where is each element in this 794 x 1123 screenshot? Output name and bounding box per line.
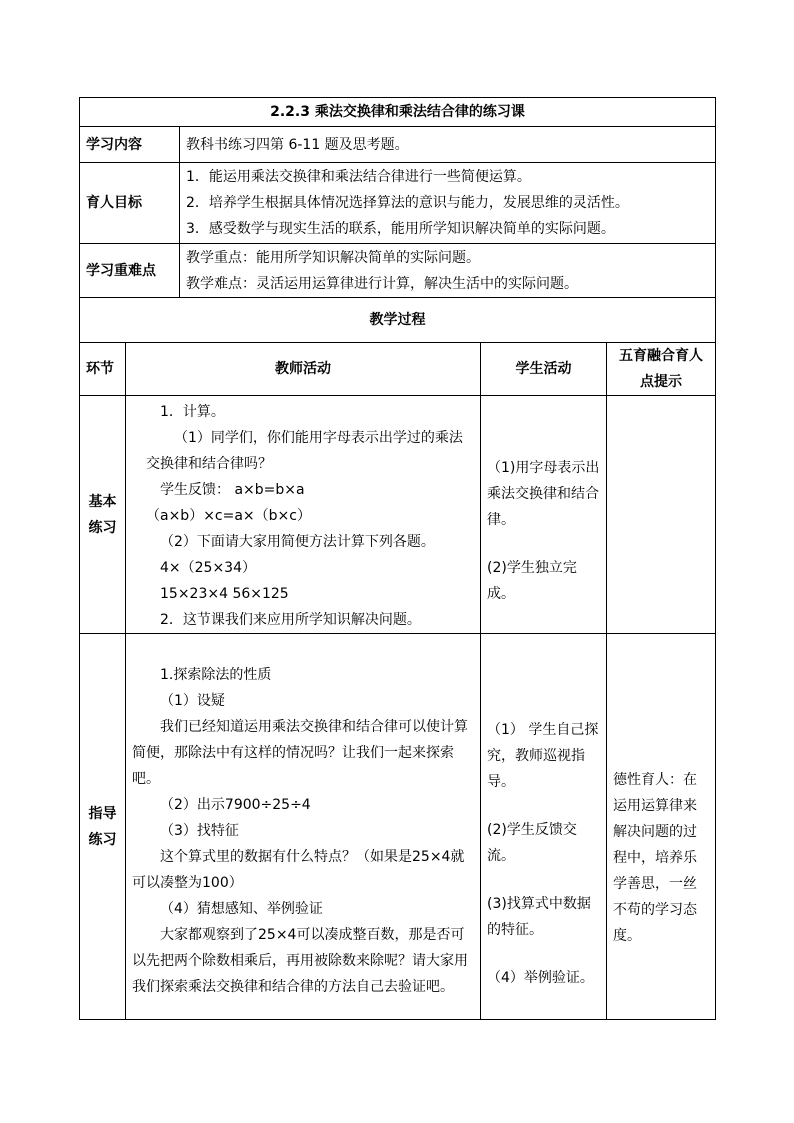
keypoints-label: 学习重难点 [80,244,180,298]
teacher-line: （2）下面请大家用简便方法计算下列各题。 [160,533,435,550]
section2-student [481,634,607,1020]
teacher-line: 大家都观察到了25×4可以凑成整百数，那是否可以先把两个除数相乘后，再用被除数来除呢？请大家用我们探索乘法交换律和结合律的方法自己去验证吧。 [132,926,468,995]
teacher-line: 2．这节课我们来应用所学知识解决问题。 [160,611,421,628]
teacher-line: 这个算式里的数据有什么特点？（如果是25×4就可以凑整为100） [132,848,465,891]
col-header-tips: 五育融合育人点提示 [607,343,716,396]
content-text: 教科书练习四第 6-11 题及思考题。 [180,127,716,163]
keypoint-item: 教学重点：能用所学知识解决简单的实际问题。 [186,249,480,266]
section2-name: 指导练习 [80,634,126,1020]
section1-student [481,396,607,634]
teacher-line: （1）设疑 [160,692,225,709]
teacher-line: （1）同学们，你们能用字母表示出学过的乘法交换律和结合律吗？ [146,429,463,472]
process-title: 教学过程 [80,298,716,343]
goal-item: 2．培养学生根据具体情况选择算法的意识与能力，发展思维的灵活性。 [186,195,629,211]
student-line: （1） 学生自己探究，教师巡视指导。 [487,721,599,790]
teacher-line: （2）出示7900÷25÷4 [160,796,311,813]
teacher-line: （4）猜想感知、举例验证 [160,900,323,917]
teacher-line: 我们已经知道运用乘法交换律和结合律可以使计算简便，那除法中有这样的情况吗？让我们一起来探索吧。 [132,718,468,787]
teacher-line: 1.探索除法的性质 [160,666,272,683]
col-header-stage: 环节 [80,343,126,396]
student-line: (2)学生独立完成。 [487,559,577,602]
teacher-line: （3）找特征 [160,822,239,839]
teacher-line: （a×b）×c=a×（b×c） [146,507,311,524]
lesson-plan-table [79,97,716,1020]
section1-teacher [126,396,481,634]
section2-tips: 德性育人：在运用运算律来解决问题的过程中，培养乐学善思，一丝不苟的学习态度。 [607,634,716,1020]
lesson-title: 2.2.3 乘法交换律和乘法结合律的练习课 [80,98,716,127]
keypoints-list [180,244,716,298]
col-header-teacher: 教师活动 [126,343,481,396]
student-line: （1)用字母表示出乘法交换律和结合律。 [487,459,600,528]
teacher-line: 15×23×4 56×125 [160,585,289,602]
teacher-line: 1．计算。 [160,403,225,420]
section2-teacher [126,634,481,1020]
student-line: （4）举例验证。 [487,969,594,986]
section1-tips [607,396,716,634]
goal-item: 1．能运用乘法交换律和乘法结合律进行一些简便运算。 [186,169,531,185]
student-line: (3)找算式中数据的特征。 [487,895,591,938]
teacher-line: 学生反馈： a×b=b×a [160,481,305,498]
keypoint-item: 教学难点：灵活运用运算律进行计算，解决生活中的实际问题。 [186,275,578,292]
goals-list [180,163,716,244]
teacher-line: 4×（25×34） [160,559,256,576]
student-line: (2)学生反馈交流。 [487,821,577,864]
section1-name: 基本练习 [80,396,126,634]
col-header-student: 学生活动 [481,343,607,396]
goal-item: 3．感受数学与现实生活的联系，能用所学知识解决简单的实际问题。 [186,221,615,237]
goals-label: 育人目标 [80,163,180,244]
content-label: 学习内容 [80,127,180,163]
